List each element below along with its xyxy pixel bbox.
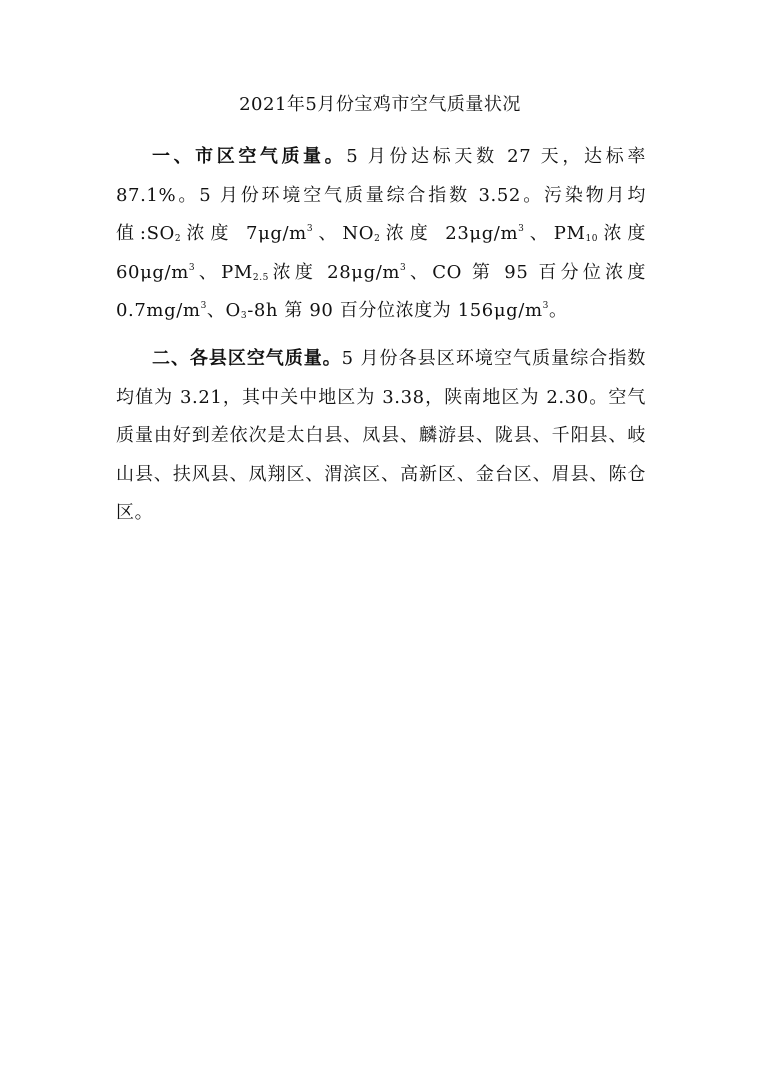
o3-superscript: 3 [542,301,549,311]
so2-value: 浓度 7μg/m [181,223,307,244]
separator-2: 、 [524,223,554,244]
separator-1: 、 [313,223,343,244]
pm25-value: 浓度 28μg/m [269,261,401,283]
no2-label: NO [342,223,375,244]
section-2-paragraph [116,340,646,533]
no2-subscript: 2 [374,234,381,244]
no2-superscript: 3 [518,224,525,234]
o3-label: O [225,300,241,321]
co-text: 、CO 第 95 百分位浓度 0.7mg/m [116,261,647,321]
section-1-paragraph [116,138,646,331]
pm10-value: 浓度 60μg/m [116,223,646,283]
no2-value: 浓度 23μg/m [380,223,519,244]
section-2-text: 5 月份各县区环境空气质量综合指数均值为 3.21，其中关中地区为 3.38，陕南地区为 2.30。空气质量由好到差依次是太白县、凤县、麟游县、陇县、千阳县、岐山县、扶风县、凤翔区、渭滨区、高新区、金台区、眉县、陈仓区。 [116,348,647,523]
pm10-superscript: 3 [188,262,196,273]
so2-superscript: 3 [306,224,314,234]
section-1-text-a: 5 月份达标天数 27 天，达标率 87.1%。5 月份环境空气质量综合指数 3.52。污染物月均值: [116,146,646,244]
separator-3: 、 [195,261,222,283]
so2-subscript: 2 [174,234,182,244]
pm25-label: PM [221,261,253,283]
section-2-heading: 二、各县区空气质量。 [152,348,342,369]
o3-value: -8h 第 90 百分位浓度为 156μg/m [247,300,543,321]
so2-label: SO [146,223,175,244]
co-superscript: 3 [200,301,207,311]
pm25-subscript: 2.5 [252,272,269,283]
pm10-label: PM [553,223,586,244]
section-1-end: 。 [548,300,568,321]
section-1-heading: 一、市区空气质量。 [152,146,347,167]
pm10-subscript: 10 [585,234,599,244]
document-title: 2021年5月份宝鸡市空气质量状况 [239,94,521,115]
o3-subscript: 3 [240,311,248,321]
pm25-superscript: 3 [400,262,407,273]
separator-4: 、 [206,300,226,321]
